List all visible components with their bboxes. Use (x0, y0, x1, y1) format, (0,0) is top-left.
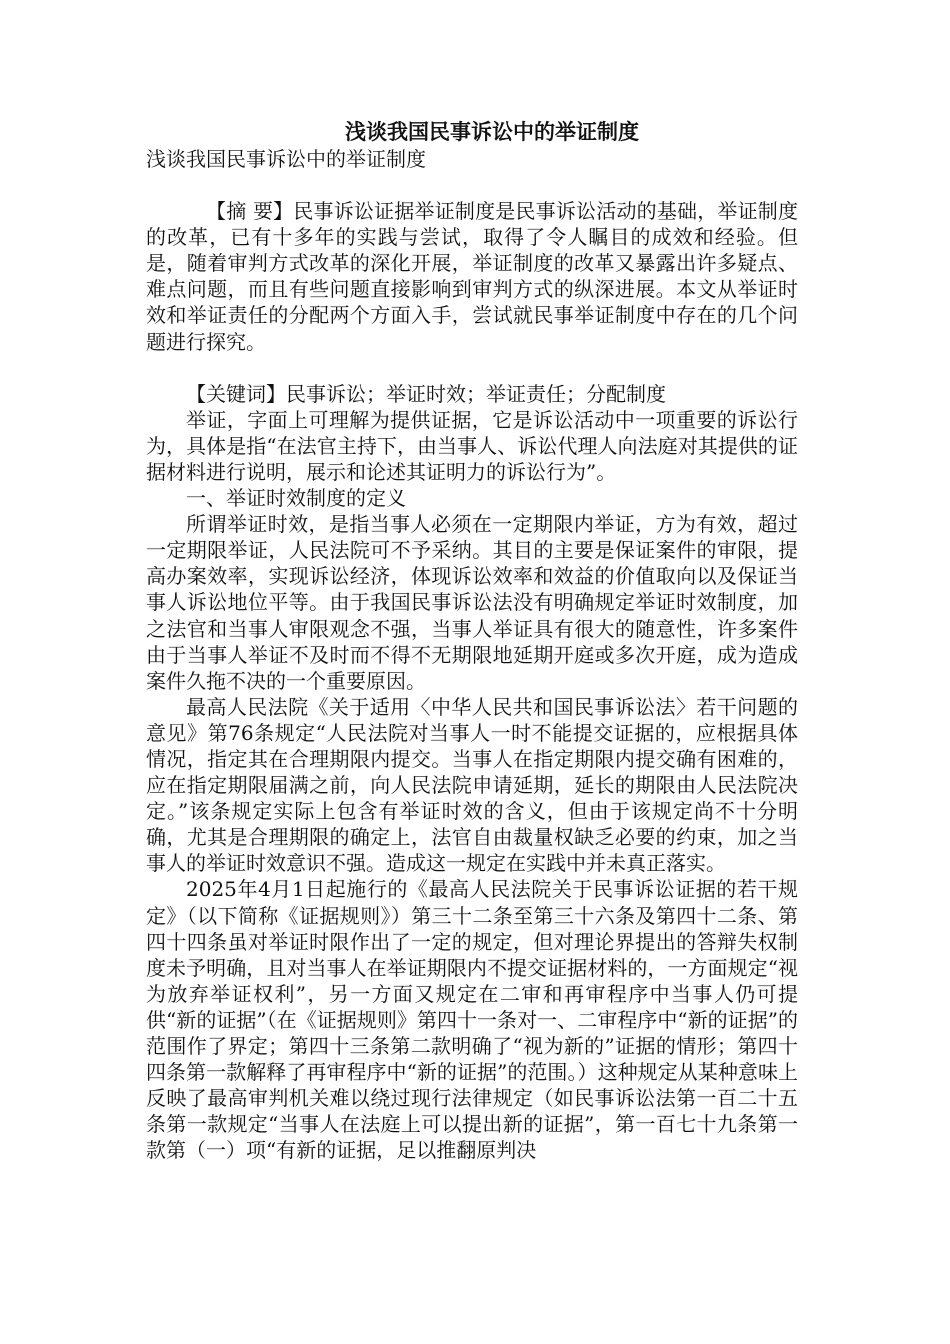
body-paragraph: 2025年4月1日起施行的《最高人民法院关于民事诉讼证据的若干规定》（以下简称《证据规则》）第三十二条至第三十六条及第四十二条、第四十四条虽对举证时限作出了一定的规定，但对理论界提出的答辩失权制度未予明确，且对当事人在举证期限内不提交证据材料的，一方面规定“视为放弃举证权利”，另一方面又规定在二审和再审程序中当事人仍可提供“新的证据”（在《证据规则》第四十一条对一、二审程序中“新的证据”的范围作了界定；第四十三条第二款明确了“视为新的”证据的情形；第四十四条第一款解释了再审程序中“新的证据”的范围。）这种规定从某种意味上反映了最高审判机关难以绕过现行法律规定（如民事诉讼法第一百二十五条第一款规定“当事人在法庭上可以提出新的证据”，第一百七十九条第一款第（一）项“有新的证据，足以推翻原判决 (146, 877, 798, 1163)
document-page (146, 118, 798, 1163)
body-paragraph: 所谓举证时效，是指当事人必须在一定期限内举证，方为有效，超过一定期限举证，人民法院可不予采纳。其目的主要是保证案件的审限，提高办案效率，实现诉讼经济，体现诉讼效率和效益的价值取向以及保证当事人诉讼地位平等。由于我国民事诉讼法没有明确规定举证时效制度，加之法官和当事人审限观念不强，当事人举证具有很大的随意性，许多案件由于当事人举证不及时而不得不无期限地延期开庭或多次开庭，成为造成案件久拖不决的一个重要原因。 (146, 512, 798, 693)
abstract-paragraph: 【摘 要】民事诉讼证据举证制度是民事诉讼活动的基础，举证制度的改革，已有十多年的实践与尝试，取得了令人瞩目的成效和经验。但是，随着审判方式改革的深化开展，举证制度的改革又暴露出许多疑点、难点问题，而且有些问题直接影响到审判方式的纵深进展。本文从举证时效和举证责任的分配两个方面入手，尝试就民事举证制度中存在的几个问题进行探究。 (146, 199, 798, 354)
document-title: 浅谈我国民事诉讼中的举证制度 (345, 119, 639, 144)
blank-line (146, 172, 798, 198)
body-paragraph: 举证，字面上可理解为提供证据，它是诉讼活动中一项重要的诉讼行为，具体是指“在法官主持下，由当事人、诉讼代理人向法庭对其提供的证据材料进行说明，展示和论述其证明力的诉讼行为”。 (146, 407, 798, 484)
body-paragraph: 最高人民法院《关于适用〈中华人民共和国民事诉讼法〉若干问题的意见》第76条规定“人民法院对当事人一时不能提交证据的，应根据具体情况，指定其在合理期限内提交。当事人在指定期限内提交确有困难的，应在指定期限届满之前，向人民法院申请延期，延长的期限由人民法院决定。”该条规定实际上包含有举证时效的含义，但由于该规定尚不十分明确，尤其是合理期限的确定上，法官自由裁量权缺乏必要的约束，加之当事人的举证时效意识不强。造成这一规定在实践中并未真正落实。 (146, 694, 798, 876)
blank-line (146, 355, 798, 381)
document-subtitle: 浅谈我国民事诉讼中的举证制度 (146, 147, 426, 171)
keywords-line: 【关键词】民事诉讼；举证时效；举证责任；分配制度 (186, 381, 666, 406)
section-heading: 一、举证时效制度的定义 (186, 486, 406, 511)
